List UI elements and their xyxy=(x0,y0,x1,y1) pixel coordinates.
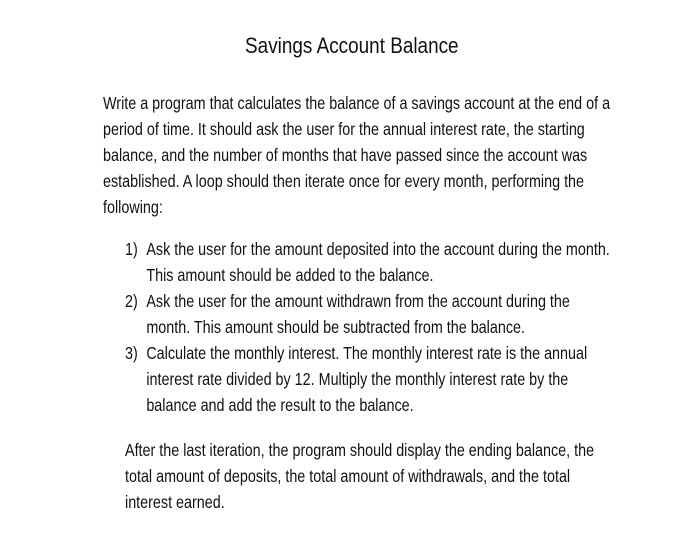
list-item xyxy=(125,288,617,340)
step-line: interest rate divided by 12. Multiply the monthly interest rate by the xyxy=(146,369,569,389)
step-line: Ask the user for the amount deposited into the account during the month. xyxy=(146,239,610,259)
step-line: month. This amount should be subtracted from the balance. xyxy=(146,317,525,337)
steps-list xyxy=(125,236,617,418)
step-line: This amount should be added to the balance. xyxy=(146,265,434,285)
closing-line: total amount of deposits, the total amount of withdrawals, and the total xyxy=(125,466,571,486)
document-title: Savings Account Balance xyxy=(245,33,459,58)
intro-paragraph xyxy=(103,90,611,220)
step-line: balance and add the result to the balance. xyxy=(146,395,414,415)
intro-line: following: xyxy=(103,197,163,217)
step-number: 3) xyxy=(125,343,138,363)
closing-line: interest earned. xyxy=(125,492,225,512)
list-item xyxy=(125,236,617,288)
step-number: 2) xyxy=(125,291,138,311)
list-item xyxy=(125,340,617,418)
intro-line: balance, and the number of months that have passed since the account was xyxy=(103,145,588,165)
step-line: Calculate the monthly interest. The monthly interest rate is the annual xyxy=(146,343,588,363)
intro-line: established. A loop should then iterate once for every month, performing the xyxy=(103,171,585,191)
closing-paragraph xyxy=(125,437,617,515)
step-number: 1) xyxy=(125,239,138,259)
intro-line: Write a program that calculates the balance of a savings account at the end of a xyxy=(103,93,611,113)
intro-line: period of time. It should ask the user for the annual interest rate, the starting xyxy=(103,119,585,139)
closing-line: After the last iteration, the program should display the ending balance, the xyxy=(125,440,595,460)
step-line: Ask the user for the amount withdrawn from the account during the xyxy=(146,291,570,311)
